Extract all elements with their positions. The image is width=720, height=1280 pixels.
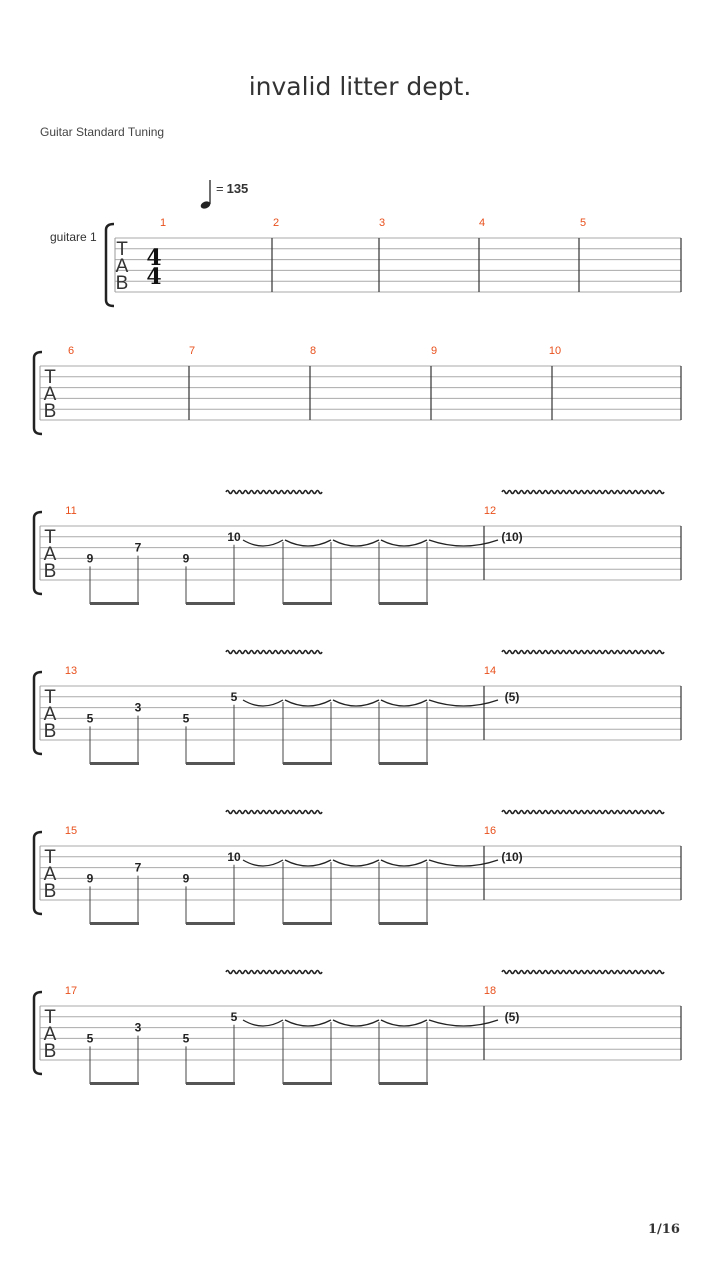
measure-number: 1 xyxy=(159,217,167,229)
tab-clef-letter: B xyxy=(115,273,129,294)
note-beam xyxy=(90,922,139,925)
tab-clef-letter: A xyxy=(43,864,57,885)
tab-clef-letter: T xyxy=(44,1007,56,1028)
note-beam xyxy=(283,1082,332,1085)
tab-clef-letter: B xyxy=(43,721,57,742)
measure-number: 11 xyxy=(65,505,77,517)
tie-arc xyxy=(285,860,331,866)
note-beam xyxy=(186,602,235,605)
note-beam xyxy=(379,762,428,765)
measure-number: 9 xyxy=(430,345,438,357)
vibrato-mark xyxy=(502,971,664,974)
vibrato-mark xyxy=(226,971,322,974)
vibrato-mark xyxy=(226,811,322,814)
tie-arc xyxy=(333,540,379,546)
fret-number: 5 xyxy=(230,689,238,704)
tab-clef-letter: T xyxy=(44,527,56,548)
note-beam xyxy=(186,922,235,925)
tab-clef-letter: T xyxy=(116,239,128,260)
fret-number: 5 xyxy=(182,1031,190,1046)
fret-number: 3 xyxy=(134,700,142,715)
system-bracket xyxy=(106,224,114,306)
measure-number: 10 xyxy=(548,345,562,357)
tie-arc xyxy=(381,700,427,706)
tab-clef-letter: A xyxy=(43,1024,57,1045)
tied-fret-number: (10) xyxy=(501,529,523,544)
fret-number: 9 xyxy=(86,551,94,566)
measure-number: 6 xyxy=(67,345,75,357)
note-beam xyxy=(283,922,332,925)
tab-clef-letter: A xyxy=(43,544,57,565)
fret-number: 5 xyxy=(86,1031,94,1046)
tab-clef-letter: B xyxy=(43,401,57,422)
measure-number: 5 xyxy=(579,217,587,229)
fret-number: 10 xyxy=(227,849,241,864)
fret-number: 7 xyxy=(134,540,142,555)
note-beam xyxy=(379,602,428,605)
fret-number: 10 xyxy=(227,529,241,544)
song-title: invalid litter dept. xyxy=(248,72,472,101)
tab-clef-letter: A xyxy=(43,704,57,725)
fret-number: 9 xyxy=(182,551,190,566)
fret-number: 9 xyxy=(86,871,94,886)
tie-arc xyxy=(285,700,331,706)
tie-arc xyxy=(243,1020,283,1026)
tie-arc xyxy=(333,1020,379,1026)
measure-number: 13 xyxy=(64,665,78,677)
tie-arc xyxy=(429,700,498,706)
note-beam xyxy=(90,602,139,605)
measure-number: 8 xyxy=(309,345,317,357)
measure-number: 14 xyxy=(483,665,497,677)
note-beam xyxy=(283,602,332,605)
note-beam xyxy=(379,1082,428,1085)
tuning-label: Guitar Standard Tuning xyxy=(40,125,165,139)
system-bracket xyxy=(34,672,42,754)
tab-clef-letter: B xyxy=(43,1041,57,1062)
tie-arc xyxy=(429,860,498,866)
tie-arc xyxy=(333,700,379,706)
system-bracket xyxy=(34,352,42,434)
system-bracket xyxy=(34,832,42,914)
measure-number: 16 xyxy=(483,825,497,837)
page-number: 1/16 xyxy=(648,1222,680,1237)
measure-number: 4 xyxy=(478,217,486,229)
time-signature-bottom: 4 xyxy=(146,264,162,290)
tie-arc xyxy=(333,860,379,866)
vibrato-mark xyxy=(502,811,664,814)
tab-clef-letter: T xyxy=(44,847,56,868)
note-beam xyxy=(379,922,428,925)
fret-number: 7 xyxy=(134,860,142,875)
fret-number: 5 xyxy=(182,711,190,726)
fret-number: 5 xyxy=(230,1009,238,1024)
measure-number: 17 xyxy=(64,985,78,997)
measure-number: 15 xyxy=(64,825,78,837)
fret-number: 3 xyxy=(134,1020,142,1035)
vibrato-mark xyxy=(502,651,664,654)
tie-arc xyxy=(429,1020,498,1026)
tied-fret-number: (5) xyxy=(504,689,520,704)
time-signature-top: 4 xyxy=(146,245,162,271)
tab-clef-letter: B xyxy=(43,561,57,582)
track-name: guitare 1 xyxy=(50,230,97,244)
tie-arc xyxy=(381,860,427,866)
tied-fret-number: (5) xyxy=(504,1009,520,1024)
fret-number: 9 xyxy=(182,871,190,886)
tie-arc xyxy=(243,700,283,706)
note-beam xyxy=(186,762,235,765)
tie-arc xyxy=(429,540,498,546)
vibrato-mark xyxy=(226,651,322,654)
measure-number: 3 xyxy=(378,217,386,229)
system-bracket xyxy=(34,512,42,594)
tie-arc xyxy=(381,1020,427,1026)
tie-arc xyxy=(285,540,331,546)
system-bracket xyxy=(34,992,42,1074)
tab-clef-letter: T xyxy=(44,367,56,388)
measure-number: 18 xyxy=(483,985,497,997)
tie-arc xyxy=(243,540,283,546)
vibrato-mark xyxy=(226,491,322,494)
measure-number: 7 xyxy=(188,345,196,357)
tie-arc xyxy=(285,1020,331,1026)
tie-arc xyxy=(381,540,427,546)
note-beam xyxy=(90,762,139,765)
measure-number: 2 xyxy=(272,217,280,229)
fret-number: 5 xyxy=(86,711,94,726)
note-beam xyxy=(283,762,332,765)
tie-arc xyxy=(243,860,283,866)
tab-clef-letter: T xyxy=(44,687,56,708)
tab-clef-letter: A xyxy=(115,256,129,277)
tied-fret-number: (10) xyxy=(501,849,523,864)
tempo-equals: = xyxy=(216,181,224,196)
measure-number: 12 xyxy=(483,505,497,517)
note-beam xyxy=(90,1082,139,1085)
note-beam xyxy=(186,1082,235,1085)
vibrato-mark xyxy=(502,491,664,494)
tab-clef-letter: B xyxy=(43,881,57,902)
tempo-bpm: 135 xyxy=(226,181,249,196)
tab-clef-letter: A xyxy=(43,384,57,405)
